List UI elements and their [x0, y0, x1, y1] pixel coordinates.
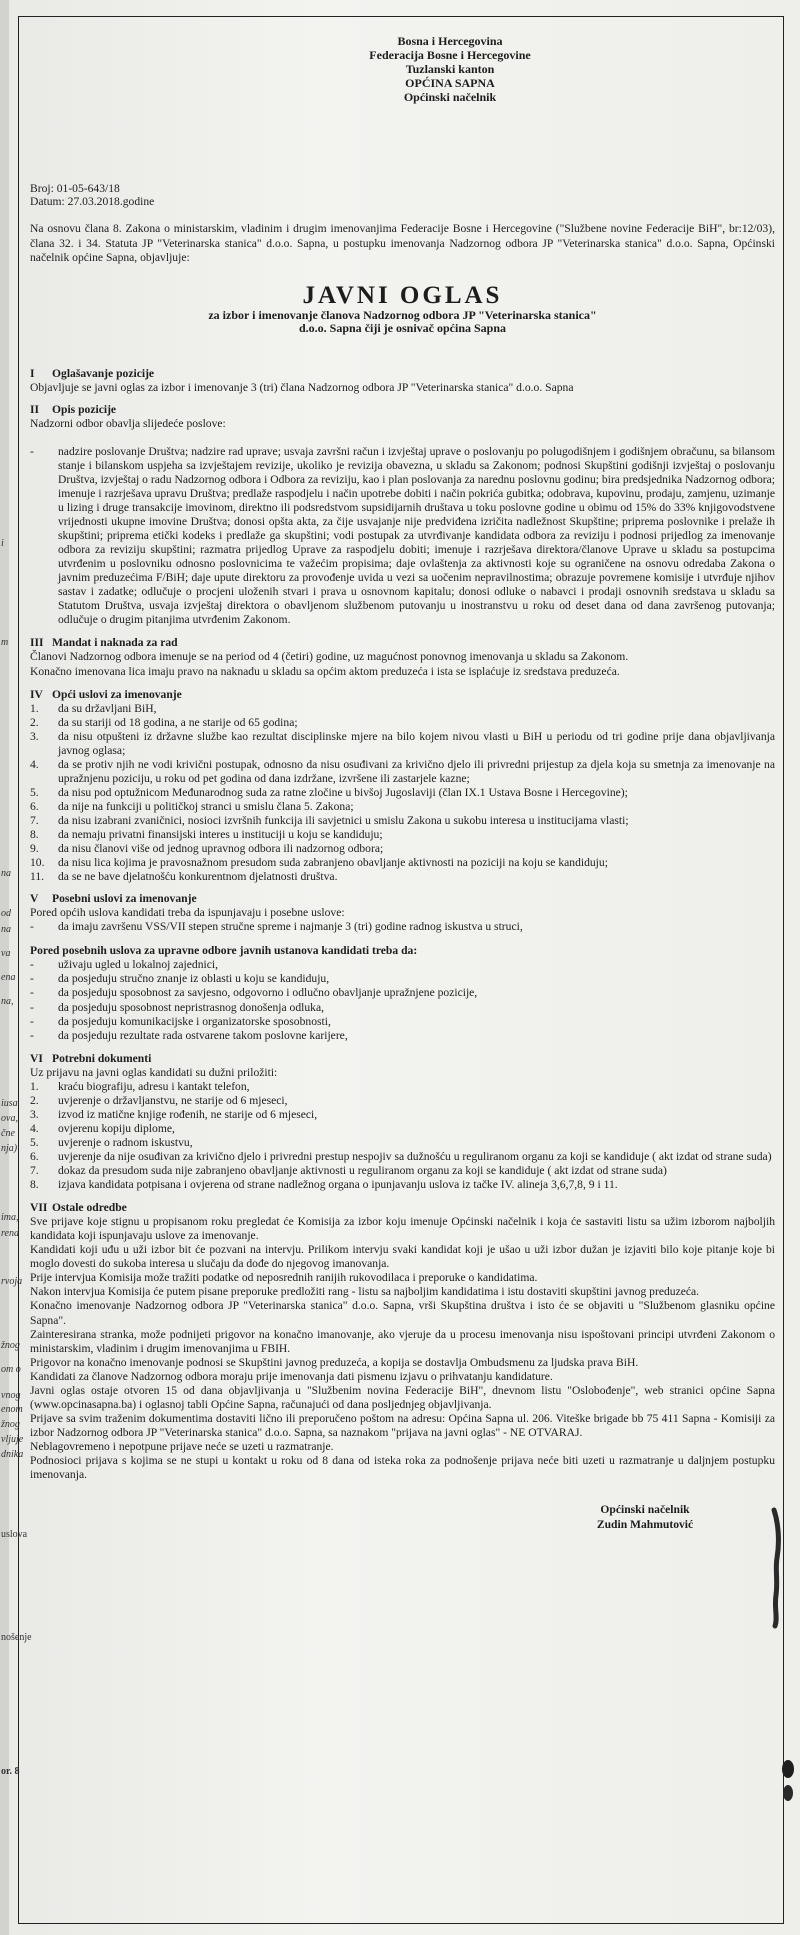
subheading: Pored posebnih uslova za upravne odbore javnih ustanova kandidati treba da:	[30, 944, 418, 958]
condition-item: 2. da su stariji od 18 godina, a ne starije od 65 godina;	[30, 715, 298, 729]
condition-item: 9. da nisu članovi više od jednog upravnog odbora ili nadzornog odbora;	[30, 842, 384, 856]
list-item: - da posjeduju sposobnost nepristrasnog donošenja odluka,	[30, 1001, 775, 1015]
margin-fragment: ena	[1, 972, 16, 983]
section-paragraph: Prigovor na konačno imenovanje podnosi se Skupštini javnog preduzeća, a kopija se dostavlja Ombudsmenu za ljudska prava BiH.	[30, 1355, 639, 1369]
issuer-line: OPĆINA SAPNA	[405, 76, 495, 91]
margin-fragment: ova,	[1, 1113, 18, 1124]
list-item: - da posjeduju komunikacijske i organizatorske sposobnosti,	[30, 1015, 775, 1029]
issuer-line: Općinski načelnik	[403, 90, 497, 105]
margin-fragment: čne	[1, 1128, 15, 1139]
item-number: 8.	[30, 828, 39, 842]
item-number: 7.	[30, 813, 39, 827]
section-paragraph: Prije intervjua Komisija može tražiti podatke od neposrednih ranijih rukovodilaca i preporuke o kandidatima.	[30, 1271, 538, 1285]
margin-fragment: žnog	[1, 1340, 20, 1351]
item-number: 3.	[30, 1107, 39, 1121]
section-paragraph: Neblagovremeno i nepotpune prijave neće se uzeti u razmatranje.	[30, 1439, 334, 1453]
list-item: - da imaju završenu VSS/VII stepen stručne spreme i najmanje 3 (tri) godine radnog iskustva u struci,	[30, 920, 775, 934]
item-number: 2.	[30, 1093, 39, 1107]
issuer-line: Federacija Bosne i Hercegovine	[369, 48, 531, 63]
item-number: 9.	[30, 842, 39, 856]
margin-fragment: na,	[1, 996, 14, 1007]
condition-item: 3. da nisu otpušteni iz državne službe kao rezultat disciplinske mjere na bilo kojem nivou vlasti u BiH u periodu od tri godine prije dana objavljivanja javnog oglasa;	[30, 729, 775, 757]
signatory-title: Općinski načelnik	[600, 1503, 690, 1517]
document-item: 7. dokaz da presudom suda nije zabranjeno obavljanje aktivnosti u reguliranom organu za koji se kandiduje ( akt izdat od strane suda)	[30, 1164, 667, 1178]
item-number: 10.	[30, 856, 45, 870]
margin-fragment: vnog	[1, 1390, 21, 1401]
item-number: 4.	[30, 1121, 39, 1135]
section-heading: III Mandat i naknada za rad	[30, 636, 178, 650]
document-item: 6. uvjerenje da nije osuđivan za krivično djelo i privredni prestup nespojiv sa dužnošću u reguliranom organu za koji se kandiduje ( akt izdat od strane suda)	[30, 1150, 772, 1163]
section-heading: VI Potrebni dokumenti	[30, 1051, 152, 1065]
section-paragraph: Prijave sa svim traženim dokumentima dostaviti lično ili preporučeno poštom na adresu: Općina Sapna ul. 206. Viteške brigade bb 75 411 Sapna - Komisiji za izbor Nadzornog odbora JP "Veterinarska stanica" d.o.o. Sapna, sa naznakom "prijava na javni oglas" - NE OTVARAJ.	[30, 1411, 775, 1439]
signature-block	[30, 1502, 775, 1532]
section-heading: I Oglašavanje pozicije	[30, 366, 155, 380]
margin-fragment: na	[1, 924, 11, 935]
board-conditions-list	[30, 958, 775, 1042]
section-text: Objavljuje se javni oglas za izbor i imenovanje 3 (tri) člana Nadzornog odbora JP "Veterinarska stanica" d.o.o. Sapna	[30, 380, 574, 394]
document-item: 8. izjava kandidata potpisana i ovjerena od strane nadležnog organa o ipunjavanju uslova iz tačke IV. alineja 3,6,7,8, 9 i 11.	[30, 1178, 618, 1192]
item-number: 11.	[30, 870, 45, 884]
section-paragraph: Konačno imenovanje Nadzornog odbora JP "Veterinarska stanica" d.o.o. Sapna, vrši Skupština društva i isto će se objaviti u "Službenom glasniku općine Sapna".	[30, 1299, 775, 1327]
section-text: Pored općih uslova kandidati treba da ispunjavaju i posebne uslove:	[30, 906, 345, 920]
margin-fragment: enom	[1, 1404, 23, 1415]
document-meta	[30, 182, 775, 208]
section-text: Konačno imenovana lica imaju pravo na naknadu u skladu sa općim aktom preduzeća i ista se isplaćuje iz sredstava preduzeća.	[30, 664, 620, 678]
notice-subtitle-line: za izbor i imenovanje članova Nadzornog odbora JP "Veterinarska stanica"	[208, 307, 597, 322]
section-paragraph: Kandidati za članove Nadzornog odbora moraju prije imenovanja dati pismenu izjavu o prihvatanju kandidature.	[30, 1369, 553, 1383]
condition-item: 4. da se protiv njih ne vodi krivični postupak, odnosno da nisu osuđivani za krivično djelo ili privredni prijestup za djela koja su smetnja za imenovanje na upražnjenu poziciju, u roku od pet godina od dana izdržane, izvršene ili zastarjele kazne;	[30, 757, 775, 785]
item-number: 1.	[30, 1079, 39, 1093]
margin-fragment: dnika	[1, 1449, 24, 1460]
section-heading: VII Ostale odredbe	[30, 1201, 127, 1215]
public-notice	[30, 34, 775, 1532]
list-item: - uživaju ugled u lokalnoj zajednici,	[30, 958, 775, 972]
margin-fragment: žnog	[1, 1419, 20, 1430]
required-documents-list	[30, 1080, 775, 1192]
item-number: 7.	[30, 1164, 39, 1178]
issuer-line: Tuzlanski kanton	[405, 62, 495, 77]
section-paragraph: Podnosioci prijava s kojima se ne stupi u kontakt u roku od 8 dana od isteka roka za podnošenje prijava neće biti uzeti u razmatranje u daljnjem postupku imenovanja.	[30, 1453, 775, 1482]
margin-fragment: rvoja	[1, 1276, 23, 1287]
condition-item: 8. da nemaju privatni finansijski interes u instituciji u koju se kandiduju;	[30, 828, 383, 842]
margin-fragment: or. 8	[1, 1766, 20, 1777]
section-heading: II Opis pozicije	[30, 402, 117, 416]
item-number: 6.	[30, 1150, 39, 1163]
margin-fragment: od	[1, 908, 11, 919]
intro-paragraph: Na osnovu člana 8. Zakona o ministarskim, vladinim i drugim imenovanjima Federacije Bosne i Hercegovine ("Službene novine Federacije BiH", br:12/03), člana 32. i 34. Statuta JP "Veterinarska stanica" d.o.o. Sapna, u postupku imenovanja Nadzornog odbora JP "Veterinarska stanica" d.o.o. Sapna, Općinski načelnik općine Sapna, objavljuje:	[30, 222, 775, 264]
margin-fragment: iusa	[1, 1098, 18, 1109]
issuer-line: Bosna i Hercegovina	[397, 34, 503, 48]
document-item: 5. uvjerenje o radnom iskustvu,	[30, 1135, 193, 1149]
condition-item: 11. da se ne bave djelatnošću konkurentnom djelatnosti društva.	[30, 870, 338, 884]
condition-item: 6. da nije na funkciji u političkoj stranci u smislu člana 5. Zakona;	[30, 799, 354, 813]
item-number: 5.	[30, 1135, 39, 1149]
document-item: 4. ovjerenu kopiju diplome,	[30, 1121, 175, 1135]
notice-title: JAVNI OGLAS	[302, 281, 503, 309]
item-number: 6.	[30, 799, 39, 813]
signatory-name: Zudin Mahmutović	[596, 1518, 694, 1532]
list-item: - da posjeduju stručno znanje iz oblasti u koju se kandiduju,	[30, 972, 775, 986]
margin-fragment: ima,	[1, 1212, 19, 1223]
special-conditions-list	[30, 920, 775, 934]
item-number: 2.	[30, 715, 39, 729]
margin-fragment: na	[1, 868, 11, 879]
condition-item: 5. da nisu pod optužnicom Međunarodnog suda za ratne zločine u bivšoj Jugoslaviji (član IX.1 Ustava Bosne i Hercegovine);	[30, 785, 628, 799]
reference-number: Broj: 01-05-643/18	[30, 182, 120, 196]
duties-item: - nadzire poslovanje Društva; nadzire rad uprave; usvaja završni račun i izvještaj uprave o poslovanju po polugodišnjem i godišnjem obračunu, sa bilansom stanje i bilanskom uspjeha sa izvještajem revizije, ukoliko je revizija obavezna, u skladu sa Zakonom; podnosi Skupštini godišnji izvještaj o poslovanju Društva, izvještaj o radu Nadzornog odbora i Odbora za reviziju, kao i plan poslovanja za narednu poslovnu godinu; bira predsjednika Nadzornog odbora; imenuje i razrješava upravu Društva; predlaže raspodjelu i način upotrebe dobiti i način pokrića gubitka; odobrava, kupovinu, prodaju, zamjenu, uzimanje u lizing i druge transakcije imovinom, direktno ili podsredstvom supsidijarnih društava u toku poslovne godine u obimu od 15% do 33% knjigovodstvene vrijednosti ukupne imovine Društva; donosi opšta akta, za čije usvajanje nije predviđena izričita nadležnost Skupštine; priprema poslovnike i prelaže ih skupštini; priprema etički kodeks i predlaže ga skupštini; vodi postupak za utvrđivanje kandidata odbora za reviziju i podnosi prijedlog za imenovanje odbora za reviziju skupštini; razmatra prijedlog Uprave za raspodjelu dobiti; imenuje i razrješava direktora/članove Uprave u skladu sa postupcima utvrđenim u poslovniku odnosno poslovnicima te važećim propisima; daje ovlaštenja za aktivnosti koje su ograničene na osnovu odredaba Zakona o javnim preduzećima F/BiH; daje upute direktoru za provođenje uvida u vezi sa uočenim nepravilnostima; obrazuje povremene komisije i utvrđuje njihov sastav i zadatke; odlučuje o procjeni uloženih stvari i prava u osnovnom kapitalu; donosi odluke o nabavci i prodaji osnovnih sredstava u skladu sa Statutom Društva, usvaja izvještaj direktora o obavljenom službenom putovanju u inostranstvu u roku od deset dana od dana završenog putovanja; odlučuje o drugim pitanjima utvrđenim Zakonom.	[30, 445, 775, 628]
section-heading: IV Opći uslovi za imenovanje	[30, 687, 182, 701]
margin-fragment: om o	[1, 1364, 21, 1375]
margin-fragment: vljuje	[1, 1434, 24, 1445]
document-item: 2. uvjerenje o državljanstvu, ne starije od 6 mjeseci,	[30, 1093, 288, 1107]
margin-fragment: nošenje	[1, 1632, 32, 1643]
general-conditions-list	[30, 702, 775, 885]
ink-blot-decoration	[744, 1500, 784, 1630]
document-date: Datum: 27.03.2018.godine	[30, 195, 155, 209]
document-item: 3. izvod iz matične knjige rođenih, ne starije od 6 mjeseci,	[30, 1107, 318, 1121]
item-number: 3.	[30, 729, 39, 743]
section-paragraph: Sve prijave koje stignu u propisanom roku pregledat će Komisija za izbor koju imenuje Općinski načelnik i koja će sastaviti listu sa užim izborom najboljih kandidata koji ispunjavaju uslove za imenovanje.	[30, 1215, 775, 1243]
margin-fragment: m	[1, 637, 9, 648]
section-paragraph: Zainteresirana stranka, može podnijeti prigovor na konačno imanovanje, ako vjeruje da u procesu imenovanja nisu ispoštovani principi utvrđeni Zakonom o ministarskim, vladinim i drugim imenovanjima u FBIH.	[30, 1327, 775, 1355]
section-text: Nadzorni odbor obavlja slijedeće poslove:	[30, 416, 226, 430]
item-number: 8.	[30, 1178, 39, 1192]
list-item: - da posjeduju rezultate rada ostvarene takom poslovne karijere,	[30, 1029, 775, 1043]
document-item: 1. kraću biografiju, adresu i kantakt telefon,	[30, 1079, 250, 1093]
duties-list	[30, 445, 775, 628]
margin-fragment: uslova	[1, 1529, 28, 1540]
condition-item: 10. da nisu lica kojima je pravosnažnom presudom suda zabranjeno obavljanje aktivnosti na poziciji na koju se kandiduju;	[30, 856, 608, 870]
item-number: 5.	[30, 785, 39, 799]
margin-fragment: va	[1, 948, 11, 959]
section-heading: V Posebni uslovi za imenovanje	[30, 892, 197, 906]
section-paragraph: Nakon intervjua Komisija će putem pisane preporuke predložiti rang - listu sa najboljim kandidatima i istu dostaviti skupštini javnog preduzeća.	[30, 1285, 700, 1299]
margin-fragment: i	[1, 538, 4, 549]
condition-item: 1. da su državljani BiH,	[30, 701, 157, 715]
section-paragraph: Javni oglas ostaje otvoren 15 od dana objavljivanja u "Službenim novina Federacije BiH", dnevnom listu "Oslobođenje", web stranici općine Sapna (www.opcinasapna.ba) i oglasnoj tabli Općine Sapna, računajući od dana posljednjeg objavljivanja.	[30, 1383, 775, 1411]
section-paragraph: Kandidati koji uđu u uži izbor bit će pozvani na intervju. Prilikom intervju svaki kandidat koji je ušao u uži izbor dužan je izjaviti bilo koje pitanje koje bi moglo dovesti do sukoba interesa u slučaju da dođe do njegovog imanovanja.	[30, 1243, 775, 1271]
margin-fragment: nja)	[1, 1143, 18, 1154]
notice-subtitle-line: d.o.o. Sapna čiji je osnivač općina Sapna	[298, 320, 507, 335]
item-number: 1.	[30, 701, 39, 715]
section-text-block	[30, 1215, 775, 1482]
issuer-header	[30, 34, 775, 104]
condition-item: 7. da nisu izabrani zvaničnici, nosioci izvršnih funkcija ili savjetnici u smislu Zakona u sukobu interesa u institucijama vlasti;	[30, 813, 629, 827]
list-item: - da posjeduju sposobnost za savjesno, odgovorno i odlučno obavljanje upražnjene pozicije,	[30, 986, 775, 1000]
item-number: 4.	[30, 757, 39, 771]
margin-fragment: rena	[1, 1228, 19, 1239]
ink-blot-decoration	[778, 1755, 796, 1805]
section-text: Uz prijavu na javni oglas kandidati su dužni priložiti:	[30, 1065, 278, 1079]
section-text: Članovi Nadzornog odbora imenuje se na period od 4 (četiri) godine, uz magućnost ponovnog imenovanja u skladu sa Zakonom.	[30, 650, 629, 664]
